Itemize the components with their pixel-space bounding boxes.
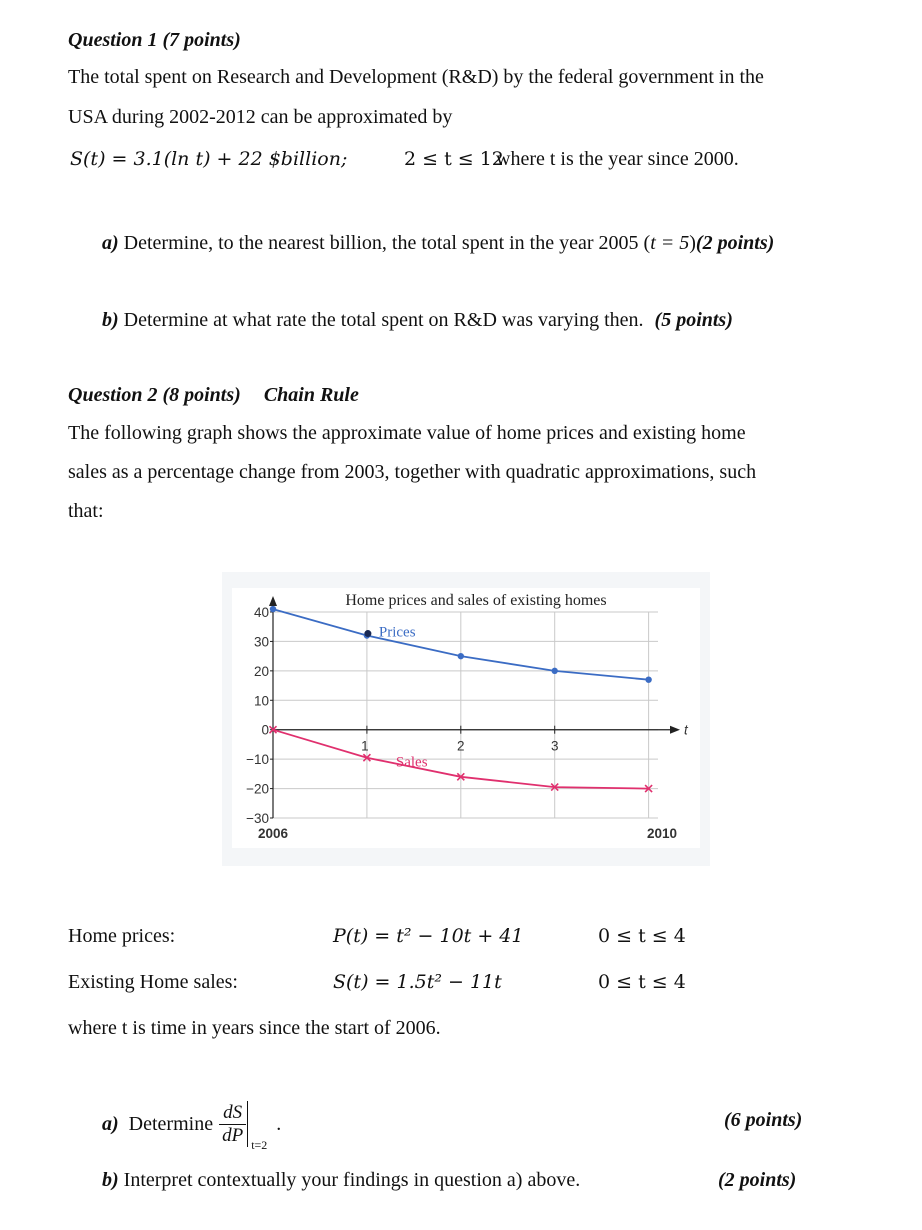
question-1b: [102, 309, 733, 332]
x-tick-label: 2: [457, 738, 465, 754]
y-tick-label: 40: [253, 605, 269, 620]
y-tick-label: −10: [246, 752, 269, 768]
home-prices-domain: 0 ≤ t ≤ 4: [598, 925, 686, 947]
question-2b-label: b): [102, 1169, 119, 1191]
prices-legend-dot: [364, 630, 371, 637]
question-1-where-text: where t is the year since 2000.: [496, 148, 739, 170]
question-1b-points: (5 points): [654, 309, 733, 331]
prices-series-label: Prices: [378, 624, 416, 641]
prices-point: [458, 653, 464, 659]
question-1a-close: ): [689, 232, 696, 254]
question-2b-points: (2 points): [718, 1169, 797, 1191]
question-2-text-line-3: that:: [68, 500, 104, 522]
question-2a-text: Determine: [128, 1112, 214, 1135]
question-2a-period: .: [276, 1112, 282, 1135]
question-1a: [102, 232, 774, 255]
derivative-numerator: dS: [219, 1102, 246, 1125]
home-sales-domain: 0 ≤ t ≤ 4: [598, 971, 686, 993]
question-2a: [102, 1094, 281, 1154]
home-prices-chart: [222, 572, 710, 866]
chart-plot-background: [232, 588, 700, 848]
derivative-fraction: [219, 1102, 246, 1147]
question-2-title: Question 2 (8 points): [68, 384, 241, 406]
question-1b-label: b): [102, 309, 119, 331]
sales-series-label: Sales: [395, 754, 428, 771]
question-2-text-line-1: The following graph shows the approximate value of home prices and existing home: [68, 422, 746, 444]
x-end-label: 2010: [646, 826, 678, 841]
question-1b-text: Determine at what rate the total spent on R&D was varying then.: [123, 309, 644, 331]
evaluation-bar: [247, 1101, 268, 1152]
home-prices-label: Home prices:: [68, 925, 176, 947]
chart-svg: [222, 572, 710, 866]
question-1-text-line-2: USA during 2002-2012 can be approximated by: [68, 106, 453, 128]
question-1a-t-value: t = 5: [650, 232, 690, 254]
x-tick-label: 3: [550, 738, 559, 754]
home-prices-formula: P(t) = t² − 10t + 41: [333, 925, 524, 947]
evaluation-subscript: t=2: [251, 1138, 268, 1152]
prices-point: [645, 676, 651, 682]
question-2-subheading: Chain Rule: [263, 384, 359, 406]
question-2b-text: Interpret contextually your findings in question a) above.: [123, 1169, 581, 1191]
question-1-domain: 2 ≤ t ≤ 12: [404, 148, 504, 170]
x-tick-label: 1: [361, 738, 369, 754]
question-2-heading: [68, 384, 359, 407]
question-1a-points: (2 points): [695, 232, 775, 254]
prices-point: [270, 606, 276, 612]
y-tick-label: 10: [253, 693, 269, 709]
question-2-text-line-2: sales as a percentage change from 2003, together with quadratic approximations, such: [68, 461, 757, 483]
question-2b: [102, 1169, 580, 1192]
question-2-where-text: where t is time in years since the start of 2006.: [68, 1017, 441, 1039]
question-1-text-line-1: The total spent on Research and Development (R&D) by the federal government in the: [68, 66, 764, 88]
question-1-heading: Question 1 (7 points): [68, 29, 241, 51]
home-sales-formula: S(t) = 1.5t² − 11t: [333, 971, 502, 993]
derivative-denominator: dP: [222, 1124, 244, 1146]
question-1a-text: Determine, to the nearest billion, the total spent in the year 2005 (: [123, 232, 651, 254]
y-tick-label: 20: [253, 663, 269, 679]
x-axis-label: t: [684, 722, 688, 738]
question-1a-label: a): [102, 232, 119, 254]
y-tick-label: −20: [246, 781, 269, 797]
home-sales-label: Existing Home sales:: [68, 971, 238, 993]
prices-point: [552, 668, 558, 674]
y-tick-label: 30: [253, 634, 269, 650]
y-tick-label: 0: [261, 722, 269, 738]
x-start-label: 2006: [257, 826, 289, 841]
question-2a-label: a): [102, 1112, 119, 1135]
question-2a-points: (6 points): [724, 1109, 803, 1131]
chart-title: Home prices and sales of existing homes: [345, 592, 607, 609]
y-tick-label: −30: [246, 811, 269, 826]
question-1-formula: S(t) = 3.1(ln t) + 22 $billion;: [70, 148, 348, 170]
